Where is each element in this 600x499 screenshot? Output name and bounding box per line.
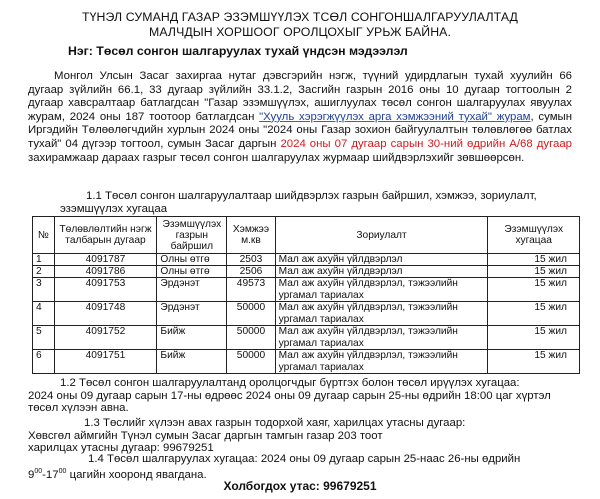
cell-parcel: 4091748 [54, 302, 157, 326]
cell-purpose: Мал аж ахуйн үйлдвэрлэл [275, 266, 488, 278]
cell-purpose: Мал аж ахуйн үйлдвэрлэл, тэжээлийн ургамал тариалах [275, 278, 488, 302]
section-1-1: 1.1 Төсөл сонгон шалгаруулалтаар шийдвэрлэх газрын байршил, хэмжээ, зориулалт, эзэмшүүлэх хугацаа [60, 190, 537, 215]
table-row [33, 278, 580, 302]
cell-location: Олны өтгө [157, 254, 227, 266]
table-header-row [33, 217, 580, 254]
time-end-minutes: 00 [58, 467, 67, 475]
intro-text-2: , сумын Иргэдийн Төлөөлөгчдийн хурлын 2024 оны "2024 оны Газар зохион байгуулалтын төлөвлөгөө батлах тухай" 04 дүгээр тогтоол, сумын Засаг даргын [28, 110, 572, 150]
cell-area: 2506 [227, 266, 275, 278]
cell-area: 49573 [227, 278, 275, 302]
header-parcel-number: Төлөвлөлтийн нэгж талбарын дугаар [54, 217, 157, 254]
section-1-3-address: Хөвсгөл аймгийн Түнэл сумын Засаг даргын тамгын газар 203 тоот [28, 429, 383, 442]
table-row [33, 350, 580, 374]
cell-term: 15 жил [488, 350, 580, 374]
cell-area: 50000 [227, 302, 275, 326]
cell-term: 15 жил [488, 266, 580, 278]
land-parcels-table [32, 216, 580, 374]
regulation-link[interactable]: "Хууль хэрэгжүүлэх арга хэмжээний тухай" журам [259, 110, 531, 123]
cell-purpose: Мал аж ахуйн үйлдвэрлэл [275, 254, 488, 266]
table-row [33, 326, 580, 350]
cell-number: 6 [33, 350, 55, 374]
table-row [33, 302, 580, 326]
cell-location: Бийж [157, 350, 227, 374]
title-line-2: МАЛЧДЫН ХОРШООГ ОРОЛЦОХЫГ УРЬЖ БАЙНА. [148, 25, 451, 39]
cell-purpose: Мал аж ахуйн үйлдвэрлэл, тэжээлийн ургамал тариалах [275, 302, 488, 326]
decree-reference: 2024 оны 07 дугаар сарын 30-ний өдрийн А/68 дугаар [280, 137, 572, 150]
contact-phone: Холбогдох утас: 99679251 [223, 479, 377, 493]
cell-number: 1 [33, 254, 55, 266]
intro-text-1: Монгол Улсын Засаг захиргаа нутаг дэвсгэрийн нэгж, түүний удирдлагын тухай хуулийн 66 дугаар зүйлийн 66.1, 33 дугаар зүйлийн 33.1.2, Засгийн газрын 2016 оны 10 дугаар тогтоолын 2 дугаар хавсралтаар батлагдсан "Газар эзэмшүүлэх, ашиглуулах төсөл сонгон шалгаруулах явуулах журам, 2024 оны 187 тоотоор батлагдсан [28, 70, 572, 123]
document-title [20, 10, 580, 40]
cell-parcel: 4091751 [54, 350, 157, 374]
cell-number: 3 [33, 278, 55, 302]
section-1-4-heading: 1.4 Төсөл шалгаруулах хугацаа: 2024 оны 09 дугаар сарын 25-наас 26-ны өдрийн [88, 453, 521, 465]
intro-text-3: захирамжаар дараах газрыг төсөл сонгон шалгаруулах журмаар шийдвэрлэхийг зөвшөөрсөн. [28, 151, 525, 164]
header-area: Хэмжээ м.кв [227, 217, 275, 254]
cell-area: 50000 [227, 350, 275, 374]
cell-number: 5 [33, 326, 55, 350]
section-heading: Нэг: Төсөл сонгон шалгаруулах тухай үндсэн мэдээлэл [68, 44, 408, 58]
cell-parcel: 4091787 [54, 254, 157, 266]
cell-purpose: Мал аж ахуйн үйлдвэрлэл, тэжээлийн ургамал тариалах [275, 326, 488, 350]
time-end: -17 [42, 468, 59, 481]
section-1-3 [28, 417, 572, 455]
section-1-3-phone: харилцах утасны дугаар: 99679251 [28, 442, 214, 455]
cell-purpose: Мал аж ахуйн үйлдвэрлэл, тэжээлийн ургамал тариалах [275, 350, 488, 374]
header-number: № [33, 217, 55, 254]
cell-area: 50000 [227, 326, 275, 350]
table-row [33, 254, 580, 266]
table-row [33, 266, 580, 278]
intro-paragraph [28, 70, 572, 165]
cell-number: 2 [33, 266, 55, 278]
title-line-1: ТҮНЭЛ СУМАНД ГАЗАР ЭЗЭМШҮҮЛЭХ ТСӨЛ СОНГОНШАЛГАРУУЛАЛТАД [82, 10, 518, 24]
time-tail: цагийн хооронд явагдана. [66, 468, 207, 481]
cell-number: 4 [33, 302, 55, 326]
section-1-3-heading: 1.3 Төслийг хүлээн авах газрын тодорхой хаяг, харилцах утасны дугаар: [84, 417, 466, 429]
time-start-minutes: 00 [34, 467, 43, 475]
cell-parcel: 4091753 [54, 278, 157, 302]
cell-term: 15 жил [488, 254, 580, 266]
cell-term: 15 жил [488, 326, 580, 350]
cell-term: 15 жил [488, 278, 580, 302]
cell-parcel: 4091786 [54, 266, 157, 278]
time-start: 9 [28, 468, 35, 481]
header-purpose: Зориулалт [275, 217, 488, 254]
cell-area: 2503 [227, 254, 275, 266]
cell-location: Бийж [157, 326, 227, 350]
section-1-4 [28, 453, 572, 481]
header-location: Эзэмшүүлэх газрын байршил [157, 217, 227, 254]
section-1-2-body: 2024 оны 09 дугаар сарын 17-ны өдрөөс 2024 оны 09 дугаар сарын 25-ны өдрийн 18:00 цаг хүртэл төсөл хүлээн авна. [28, 389, 551, 415]
cell-term: 15 жил [488, 302, 580, 326]
cell-parcel: 4091752 [54, 326, 157, 350]
cell-location: Эрдэнэт [157, 302, 227, 326]
section-1-2 [28, 377, 572, 415]
header-term: Эзэмшүүлэх хугацаа [488, 217, 580, 254]
cell-location: Эрдэнэт [157, 278, 227, 302]
section-1-2-heading: 1.2 Төсөл сонгон шалгаруулалтанд оролцогчдыг бүртгэх болон төсөл ирүүлэх хугацаа: [60, 377, 520, 389]
cell-location: Олны өтгө [157, 266, 227, 278]
